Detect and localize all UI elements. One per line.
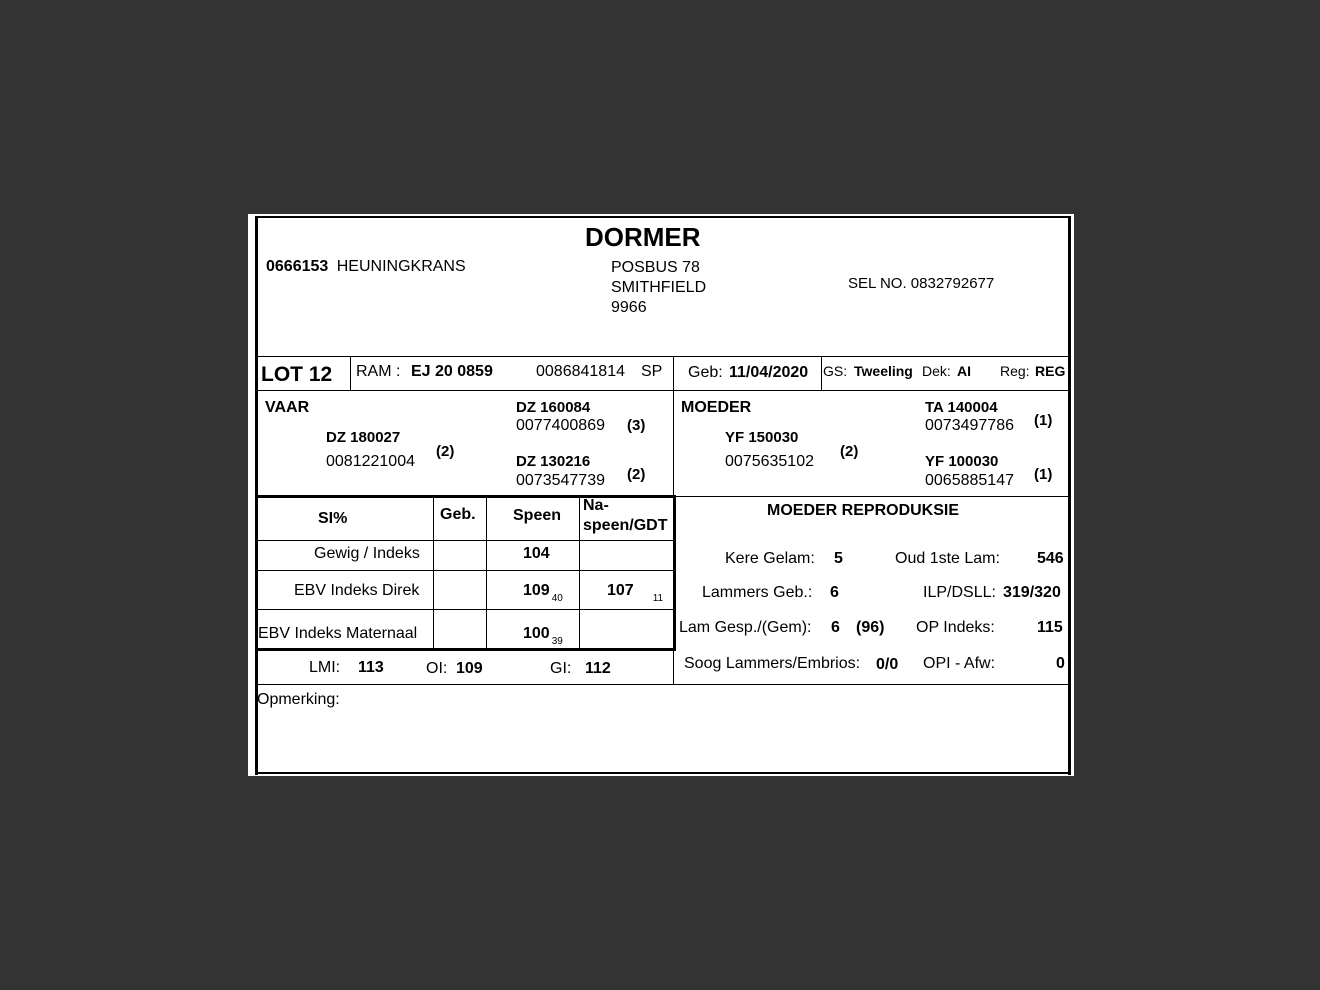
col-header-geb: Geb. (440, 506, 476, 523)
dam-number: 0075635102 (725, 453, 814, 470)
divider (256, 540, 674, 541)
soog-value: 0/0 (876, 656, 899, 673)
opi-label: OPI - Afw: (923, 655, 996, 672)
si-table-border (256, 648, 674, 651)
si-table-border (673, 495, 676, 651)
reg-label: Reg: (1000, 363, 1030, 379)
sire-id: DZ 180027 (326, 429, 401, 446)
address-line: SMITHFIELD (611, 279, 707, 296)
sire-number: 0081221004 (326, 453, 415, 470)
divider (486, 498, 487, 648)
ram-grade: SP (641, 363, 663, 380)
lot-number: LOT 12 (261, 363, 333, 386)
si-table-border (256, 495, 674, 498)
col-header-si: SI% (318, 510, 348, 527)
op-label: OP Indeks: (916, 619, 995, 636)
row-label: Gewig / Indeks (314, 545, 420, 562)
divider (673, 356, 674, 390)
lam-gesp-label: Lam Gesp./(Gem): (679, 619, 812, 636)
dam-sire-id: TA 140004 (925, 399, 998, 416)
lmi-label: LMI: (309, 659, 341, 676)
speen-value: 100 $_{39}$ (523, 625, 563, 647)
card-border-top (255, 216, 1071, 218)
divider (350, 356, 351, 390)
birth-label: Geb: (688, 364, 723, 381)
catalogue-card (248, 214, 1074, 776)
divider (673, 651, 674, 684)
sire-sire-id: DZ 160084 (516, 399, 591, 416)
op-value: 115 (1037, 619, 1063, 636)
col-header-naspeen: speen/GDT (583, 517, 668, 534)
dam-dam-number: 0065885147 (925, 472, 1014, 489)
ram-label: RAM : (356, 363, 401, 380)
oi-label: OI: (426, 660, 448, 677)
address-block (611, 258, 706, 318)
address-line: POSBUS 78 (611, 259, 700, 276)
dam-id: YF 150030 (725, 429, 799, 446)
speen-value: 104 (523, 545, 550, 562)
lmi-value: 113 (358, 659, 384, 676)
divider (433, 498, 434, 648)
oud-label: Oud 1ste Lam: (895, 550, 1000, 567)
row-label: EBV Indeks Maternaal (258, 625, 418, 642)
card-border-bottom (255, 772, 1071, 774)
reproduction-heading: MOEDER REPRODUKSIE (767, 502, 960, 519)
sire-count: (2) (436, 443, 455, 460)
col-header-naspeen: Na- (583, 497, 609, 514)
dam-sire-number: 0073497786 (925, 417, 1014, 434)
divider (256, 390, 1070, 391)
divider (256, 570, 674, 571)
sire-sire-number: 0077400869 (516, 417, 605, 434)
gs-label: GS: (823, 363, 848, 379)
kere-gelam-value: 5 (834, 550, 843, 567)
dek-value: AI (957, 363, 971, 379)
birth-date: 11/04/2020 (729, 364, 809, 381)
dam-count: (2) (840, 443, 859, 460)
oi-value: 109 (456, 660, 483, 677)
sire-dam-id: DZ 130216 (516, 453, 591, 470)
sire-dam-count: (2) (627, 466, 646, 483)
reg-value: REG (1035, 363, 1066, 379)
ilp-label: ILP/DSLL: (923, 584, 996, 601)
sire-heading: VAAR (265, 399, 310, 416)
divider (821, 356, 822, 390)
ilp-value: 319/320 (1003, 584, 1061, 601)
remark-label: Opmerking: (257, 691, 340, 708)
ram-id: EJ 20 0859 (411, 363, 493, 380)
kere-gelam-label: Kere Gelam: (725, 550, 815, 567)
gs-value: Tweeling (854, 363, 913, 379)
phone-number: SEL NO. 0832792677 (848, 275, 995, 292)
breed-title: DORMER (585, 222, 701, 252)
divider (256, 684, 1070, 685)
row-label: EBV Indeks Direk (294, 582, 420, 599)
gi-value: 112 (585, 660, 611, 677)
breeder-info (266, 258, 466, 276)
gi-label: GI: (550, 660, 572, 677)
dam-heading: MOEDER (681, 399, 752, 416)
divider (579, 498, 580, 648)
divider (674, 496, 1070, 497)
breeder-number: 0666153 (266, 258, 329, 275)
sire-sire-count: (3) (627, 417, 646, 434)
oud-value: 546 (1037, 550, 1064, 567)
divider (256, 356, 1070, 357)
lammers-geb-value: 6 (830, 584, 839, 601)
dam-dam-count: (1) (1034, 466, 1053, 483)
opi-value: 0 (1056, 655, 1065, 672)
breeder-name: HEUNINGKRANS (336, 258, 466, 275)
lam-gesp-value: 6 (831, 619, 840, 636)
dam-sire-count: (1) (1034, 412, 1053, 429)
address-line: 9966 (611, 299, 647, 316)
dam-dam-id: YF 100030 (925, 453, 999, 470)
sire-dam-number: 0073547739 (516, 472, 605, 489)
lammers-geb-label: Lammers Geb.: (702, 584, 813, 601)
dek-label: Dek: (922, 363, 951, 379)
lam-gesp-gem: (96) (856, 619, 885, 636)
naspeen-value: 107 $_{11}$ (607, 582, 664, 604)
ram-number: 0086841814 (536, 363, 625, 380)
soog-label: Soog Lammers/Embrios: (684, 655, 861, 672)
col-header-speen: Speen (513, 507, 562, 524)
divider (673, 390, 674, 496)
speen-value: 109 $_{40}$ (523, 582, 563, 604)
divider (256, 609, 674, 610)
